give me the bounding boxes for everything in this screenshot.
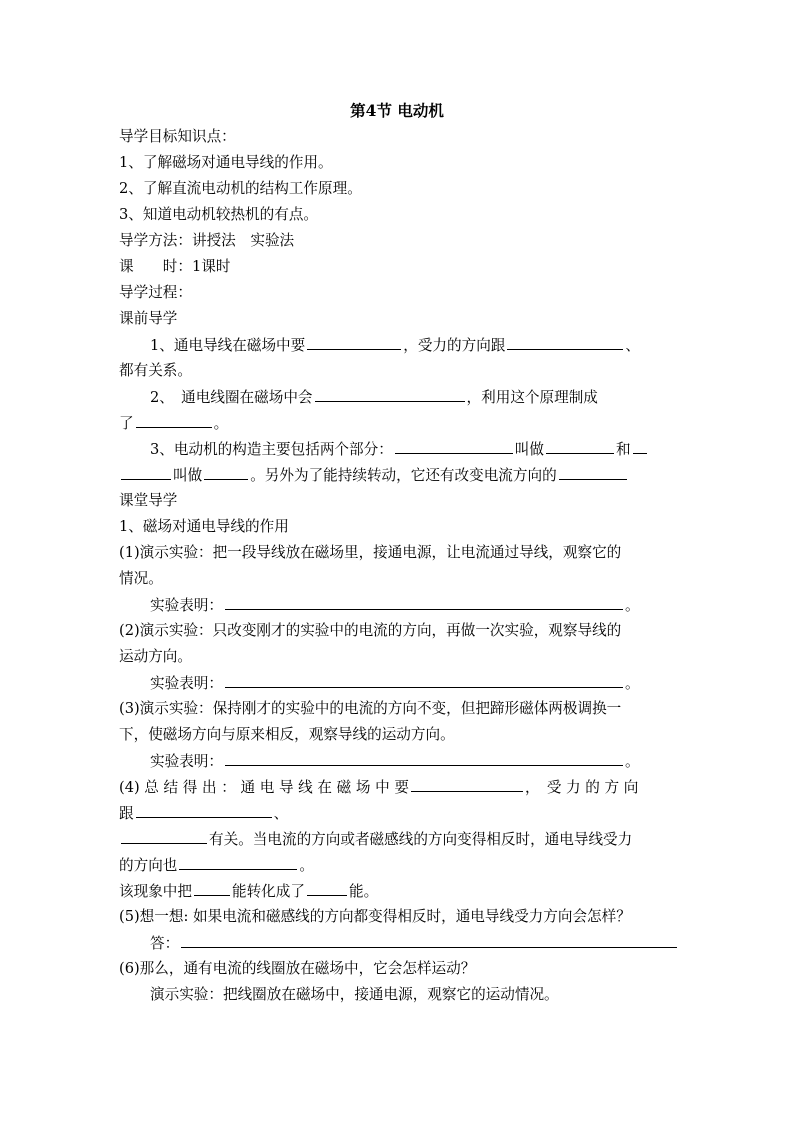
pre-question-1-cont: 都有关系。 — [119, 362, 192, 379]
objective-1: 1、了解磁场对通电导线的作用。 — [119, 154, 333, 171]
blank[interactable] — [204, 465, 248, 480]
experiment-3: (3)演示实验：保持刚才的实验中的电流的方向不变，但把蹄形磁体两极调换一 — [119, 700, 622, 717]
summary-4-cont-1: 跟 、 — [119, 805, 289, 822]
pre-question-3-cont: 叫做 。另外为了能持续转动，它还有改变电流方向的 — [119, 465, 629, 486]
think-question-5: (5)想一想: 如果电流和磁感线的方向都变得相反时，通电导线受力方向会怎样？ — [119, 908, 631, 925]
objectives-heading: 导学目标知识点： — [119, 128, 236, 145]
blank[interactable] — [633, 439, 647, 454]
blank[interactable] — [136, 413, 212, 428]
process-heading: 导学过程： — [119, 284, 192, 301]
blank[interactable] — [307, 881, 347, 896]
blank[interactable] — [559, 465, 627, 480]
pre-question-3: 3、电动机的构造主要包括两个部分： 叫做 和 — [150, 439, 649, 460]
blank[interactable] — [121, 829, 207, 844]
blank[interactable] — [225, 595, 623, 610]
period-line: 课 时：1课时 — [119, 258, 231, 275]
pre-question-1: 1、通电导线在磁场中要 ，受力的方向跟 、 — [150, 337, 641, 354]
experiment-1: (1)演示实验：把一段导线放在磁场里，接通电源，让电流通过导线，观察它的 — [119, 544, 622, 561]
method-line: 导学方法：讲授法 实验法 — [119, 232, 295, 249]
blank[interactable] — [395, 439, 513, 454]
summary-4: (4) 总 结 得 出 ： 通 电 导 线 在 磁 场 中 要 ， 受 力 的 方 向 — [119, 779, 639, 796]
pre-heading: 课前导学 — [119, 310, 178, 327]
summary-4-cont-2: 有关。当电流的方向或者磁感线的方向变得相反时，通电导线受力 — [119, 829, 632, 850]
answer-line: 答： — [150, 933, 679, 954]
blank[interactable] — [181, 933, 677, 948]
result-3: 实验表明： 。 — [150, 753, 640, 770]
blank[interactable] — [411, 777, 523, 792]
result-2: 实验表明： 。 — [150, 675, 640, 692]
experiment-3-cont: 下，使磁场方向与原来相反，观察导线的运动方向。 — [119, 726, 455, 743]
class-heading: 课堂导学 — [119, 492, 178, 509]
blank[interactable] — [136, 803, 272, 818]
pre-question-2-cont: 了 。 — [119, 415, 229, 432]
energy-conversion: 该现象中把 能转化成了 能。 — [119, 883, 379, 900]
objective-3: 3、知道电动机较热机的有点。 — [119, 206, 319, 223]
page-title: 第4节 电动机 — [350, 101, 444, 120]
question-6: (6)那么，通有电流的线圈放在磁场中，它会怎样运动？ — [119, 960, 476, 977]
section-1-heading: 1、磁场对通电导线的作用 — [119, 518, 289, 535]
blank[interactable] — [315, 387, 465, 402]
blank[interactable] — [121, 465, 171, 480]
objective-2: 2、了解直流电动机的结构工作原理。 — [119, 180, 362, 197]
experiment-1-cont: 情况。 — [119, 570, 163, 587]
blank[interactable] — [546, 439, 614, 454]
blank[interactable] — [307, 335, 401, 350]
blank[interactable] — [225, 673, 623, 688]
blank[interactable] — [179, 855, 297, 870]
blank[interactable] — [194, 881, 230, 896]
experiment-6: 演示实验：把线圈放在磁场中，接通电源，观察它的运动情况。 — [150, 986, 559, 1003]
blank[interactable] — [225, 751, 623, 766]
experiment-2-cont: 运动方向。 — [119, 648, 192, 665]
blank[interactable] — [507, 335, 623, 350]
experiment-2: (2)演示实验：只改变刚才的实验中的电流的方向，再做一次实验，观察导线的 — [119, 622, 622, 639]
summary-4-cont-3: 的方向也 。 — [119, 857, 314, 874]
pre-question-2: 2、 通电线圈在磁场中会 ，利用这个原理制成 — [150, 389, 598, 406]
result-1: 实验表明： 。 — [150, 597, 640, 614]
